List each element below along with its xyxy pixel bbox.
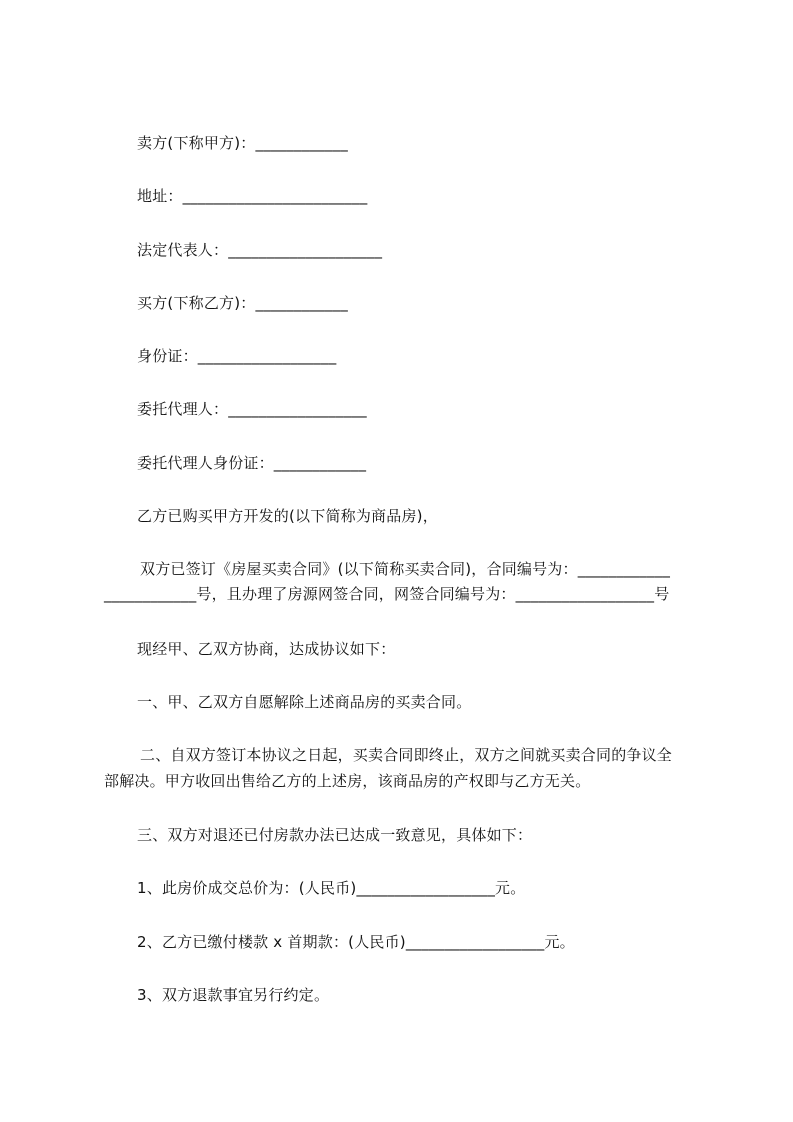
buyer-line: 买方(下称乙方)：____________ bbox=[137, 294, 348, 312]
purchase-statement: 乙方已购买甲方开发的(以下简称为商品房)， bbox=[137, 507, 438, 525]
clause-3: 三、双方对退还已付房款办法已达成一致意见，具体如下： bbox=[137, 826, 533, 844]
clause-3-item-1: 1、此房价成交总价为：(人民币)__________________元。 bbox=[137, 879, 526, 897]
seller-line: 卖方(下称甲方)：____________ bbox=[137, 134, 348, 152]
agent-id-card-line: 委托代理人身份证：____________ bbox=[137, 454, 367, 472]
agent-line: 委托代理人：__________________ bbox=[137, 400, 367, 418]
address-line: 地址：________________________ bbox=[137, 187, 368, 205]
clause-2-line-2: 部解决。甲方收回出售给乙方的上述房，该商品房的产权即与乙方无关。 bbox=[104, 772, 591, 790]
contract-number-line-2: ____________号，且办理了房源网签合同，网签合同编号为：__________________号 bbox=[104, 585, 670, 603]
clause-3-item-3: 3、双方退款事宜另行约定。 bbox=[137, 986, 330, 1004]
agreement-intro: 现经甲、乙双方协商，达成协议如下： bbox=[137, 640, 396, 658]
clause-2-line-1: 二、自双方签订本协议之日起，买卖合同即终止，双方之间就买卖合同的争议全 bbox=[140, 746, 673, 764]
clause-1: 一、甲、乙双方自愿解除上述商品房的买卖合同。 bbox=[137, 693, 472, 711]
clause-3-item-2: 2、乙方已缴付楼款 x 首期款：(人民币)__________________元。 bbox=[137, 933, 575, 951]
id-card-line: 身份证：__________________ bbox=[137, 347, 337, 365]
contract-number-line-1: 双方已签订《房屋买卖合同》(以下简称买卖合同)，合同编号为：____________ bbox=[140, 560, 671, 578]
legal-representative-line: 法定代表人：____________________ bbox=[137, 241, 383, 259]
